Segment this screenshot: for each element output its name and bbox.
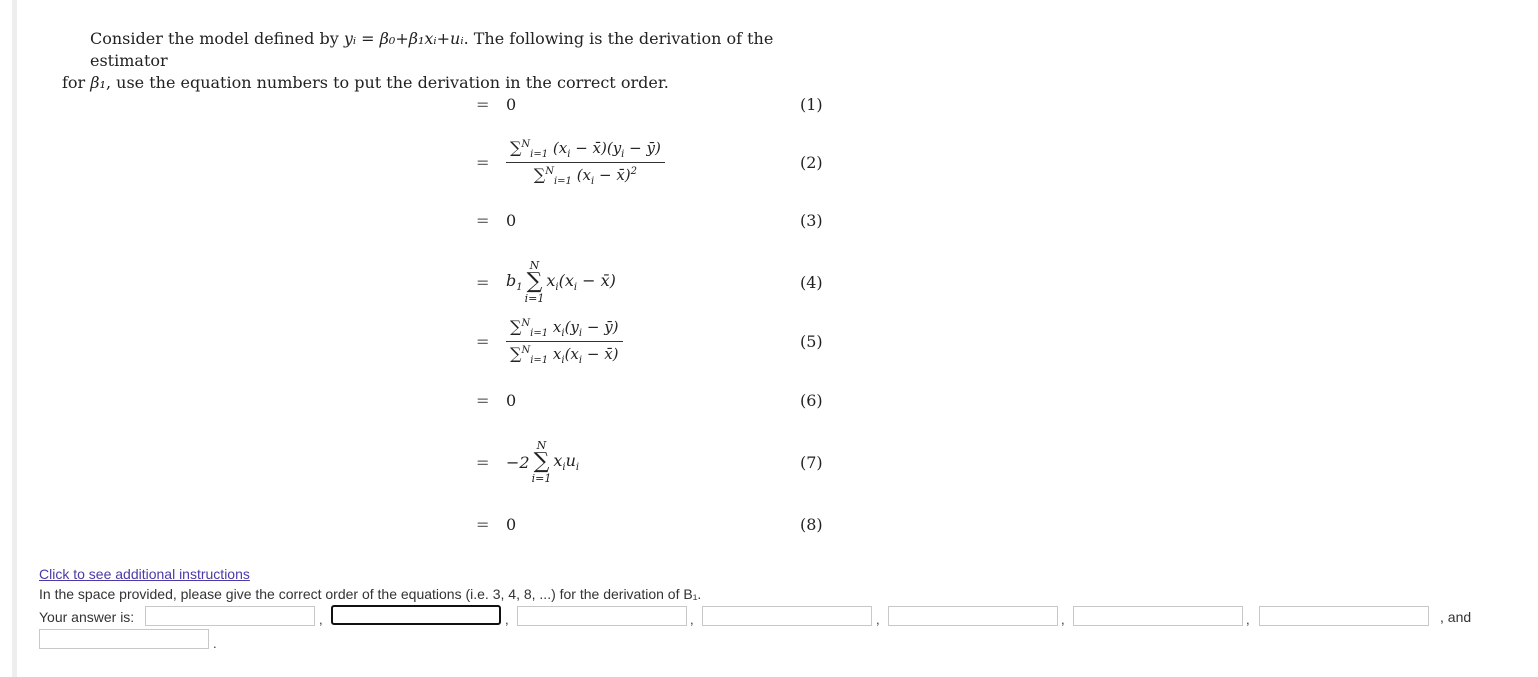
comma-separator: , bbox=[876, 612, 880, 627]
equation-5: = $\frac{\sum^N_{i=1} x_i(y_i - ȳ)}{\sum^N_{i=1} x_i(x_i - x̄)}$ (5) bbox=[476, 316, 823, 366]
instructions-text: In the space provided, please give the correct order of the equations (i.e. 3, 4, 8, ...) for the derivation of B₁. bbox=[39, 586, 702, 602]
equation-2: = $\frac{\sum^N_{i=1} (x_i - x̄)(y_i - ȳ)}{\sum^N_{i=1} (x_i - x̄)^2}$ (2) bbox=[476, 137, 823, 187]
equation-2-rhs: $\frac{\sum^N_{i=1} (x_i - x̄)(y_i - ȳ)}{\sum^N_{i=1} (x_i - x̄)^2}$ bbox=[506, 138, 665, 187]
answer-input-1[interactable] bbox=[145, 606, 315, 626]
equation-5-rhs: $\frac{\sum^N_{i=1} x_i(y_i - ȳ)}{\sum^N_{i=1} x_i(x_i - x̄)}$ bbox=[506, 317, 623, 366]
answer-input-2[interactable] bbox=[331, 605, 501, 625]
comma-separator: , bbox=[1061, 612, 1065, 627]
answer-label: Your answer is: bbox=[39, 609, 135, 625]
equation-1-rhs: 0 bbox=[506, 94, 517, 114]
equation-8-rhs: 0 bbox=[506, 514, 517, 534]
intro-line2-post: , use the equation numbers to put the derivation in the correct order. bbox=[105, 73, 669, 92]
additional-instructions-link[interactable]: Click to see additional instructions bbox=[39, 566, 250, 582]
answer-input-4[interactable] bbox=[702, 606, 872, 626]
comma-separator: , bbox=[319, 612, 323, 627]
answer-input-7[interactable] bbox=[1259, 606, 1429, 626]
answer-input-6[interactable] bbox=[1073, 606, 1243, 626]
equation-7-rhs: −2 N ∑ i=1 $x_iu_i$ bbox=[506, 439, 580, 485]
answer-input-5[interactable] bbox=[888, 606, 1058, 626]
answer-input-3[interactable] bbox=[517, 606, 687, 626]
equation-4-number: (4) bbox=[800, 272, 823, 292]
intro-line1-post: . The following is the derivation of the estimator bbox=[90, 29, 774, 70]
equation-8: = 0 (8) bbox=[476, 514, 823, 534]
equation-8-number: (8) bbox=[800, 514, 823, 534]
equation-6-rhs: 0 bbox=[506, 390, 517, 410]
equation-2-number: (2) bbox=[800, 152, 823, 172]
equation-3-number: (3) bbox=[800, 210, 823, 230]
equation-6: = 0 (6) bbox=[476, 390, 823, 410]
equation-3: = 0 (3) bbox=[476, 210, 823, 230]
intro-line2-pre: for bbox=[62, 73, 86, 92]
comma-separator: , bbox=[1246, 612, 1250, 627]
comma-separator: , bbox=[505, 612, 509, 627]
equation-7-number: (7) bbox=[800, 452, 823, 472]
equation-5-number: (5) bbox=[800, 331, 823, 351]
equation-3-rhs: 0 bbox=[506, 210, 517, 230]
intro-line1-pre: Consider the model defined by bbox=[90, 29, 339, 48]
comma-separator: , bbox=[690, 612, 694, 627]
equation-6-number: (6) bbox=[800, 390, 823, 410]
equation-1-number: (1) bbox=[800, 94, 823, 114]
equation-1: = 0 (1) bbox=[476, 94, 823, 114]
equation-4-rhs: $b_1$ N ∑ i=1 $x_i(x_i$ − x̄) bbox=[506, 259, 616, 305]
beta1-symbol: β₁ bbox=[90, 73, 106, 92]
equation-7: = −2 N ∑ i=1 $x_iu_i$ (7) bbox=[476, 439, 823, 485]
equation-4: = $b_1$ N ∑ i=1 $x_i(x_i$ − x̄) (4) bbox=[476, 259, 823, 305]
answer-input-8[interactable] bbox=[39, 629, 209, 649]
period-separator: . bbox=[213, 636, 217, 651]
and-text: , and bbox=[1440, 609, 1472, 625]
model-equation: yᵢ = β₀+β₁xᵢ+uᵢ bbox=[343, 29, 464, 48]
